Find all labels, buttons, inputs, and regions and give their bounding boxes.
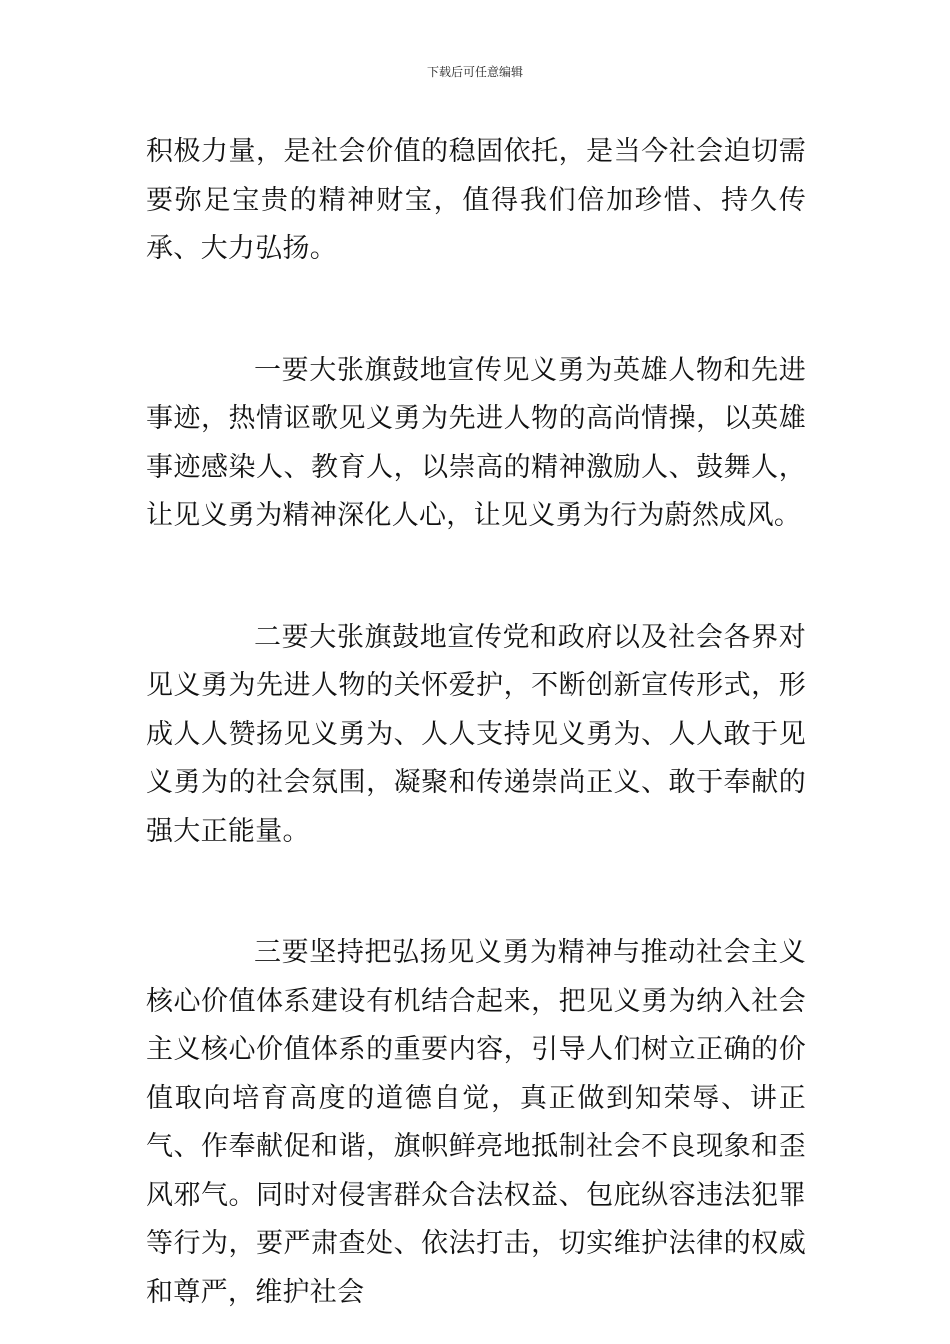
- paragraph-gap: [146, 541, 806, 614]
- page-header: 下载后可任意编辑: [426, 65, 523, 79]
- paragraph-4: 三要坚持把弘扬见义勇为精神与推动社会主义核心价值体系建设有机结合起来，把见义勇为纳入社会主义核心价值体系的重要内容，引导人们树立正确的价值取向培育高度的道德自觉，真正做到知荣辱、讲正气、作奉献促和谐，旗帜鲜亮地抵制社会不良现象和歪风邪气。同时对侵害群众合法权益、包庇纵容违法犯罪等行为，要严肃查处、依法打击，切实维护法律的权威和尊严，维护社会: [146, 937, 806, 1308]
- paragraph-3: 二要大张旗鼓地宣传党和政府以及社会各界对见义勇为先进人物的关怀爱护，不断创新宣传形式，形成人人赞扬见义勇为、人人支持见义勇为、人人敢于见义勇为的社会氛围，凝聚和传递崇尚正义、敢于奉献的强大正能量。: [146, 621, 806, 847]
- document-body: [146, 128, 806, 1317]
- paragraph-gap: [146, 274, 806, 347]
- paragraph-2: 一要大张旗鼓地宣传见义勇为英雄人物和先进事迹，热情讴歌见义勇为先进人物的高尚情操，以英雄事迹感染人、教育人，以崇高的精神激励人、鼓舞人，让见义勇为精神深化人心，让见义勇为行为蔚然成风。: [146, 354, 806, 531]
- paragraph-1: 积极力量，是社会价值的稳固依托，是当今社会迫切需要弥足宝贵的精神财宝，值得我们倍加珍惜、持久传承、大力弘扬。: [146, 136, 806, 264]
- paragraph-gap: [146, 856, 806, 929]
